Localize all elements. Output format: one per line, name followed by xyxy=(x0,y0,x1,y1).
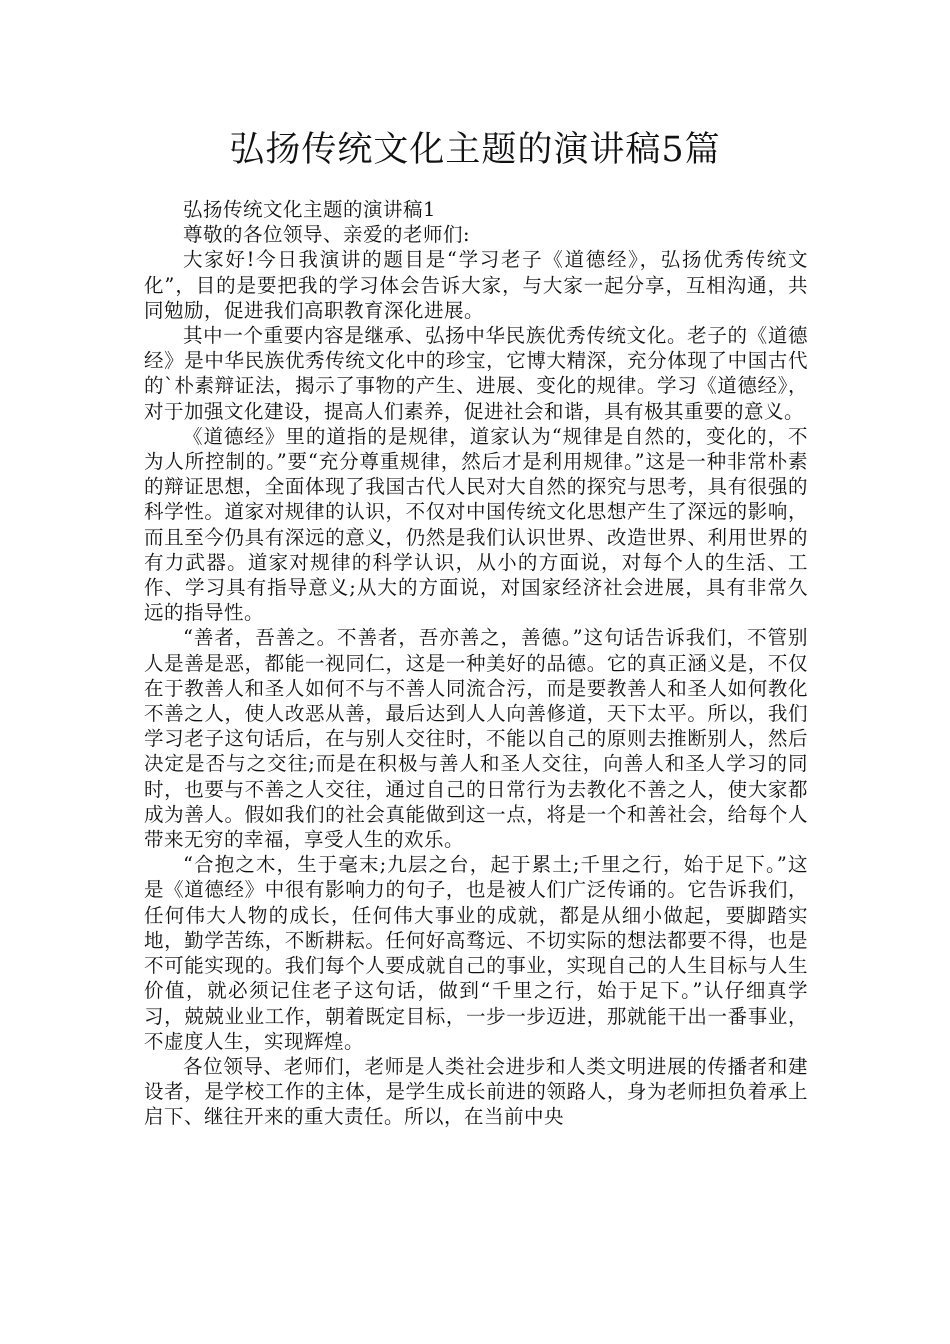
paragraph: 各位领导、老师们，老师是人类社会进步和人类文明进展的传播者和建设者，是学校工作的主体，是学生成长前进的领路人，身为老师担负着承上启下、继往开来的重大责任。所以，在当前中央 xyxy=(144,1054,808,1129)
document-body xyxy=(144,197,808,1130)
document-title: 弘扬传统文化主题的演讲稿5篇 xyxy=(229,130,721,170)
salutation: 尊敬的各位领导、亲爱的老师们: xyxy=(183,223,471,247)
paragraph: 其中一个重要内容是继承、弘扬中华民族优秀传统文化。老子的《道德经》是中华民族优秀传统文化中的珍宝，它博大精深，充分体现了中国古代的`朴素辩证法，揭示了事物的产生、进展、变化的规律。学习《道德经》，对于加强文化建设，提高人们素养，促进社会和谐，具有极其重要的意义。 xyxy=(144,324,808,423)
paragraph: “善者，吾善之。不善者，吾亦善之，善德。”这句话告诉我们，不管别人是善是恶，都能一视同仁，这是一种美好的品德。它的真正涵义是，不仅在于教善人和圣人如何不与不善人同流合污，而是要教善人和圣人如何教化不善之人，使人改恶从善，最后达到人人向善修道，天下太平。所以，我们学习老子这句话后，在与别人交往时，不能以自己的原则去推断别人，然后决定是否与之交往;而是在积极与善人和圣人交往，向善人和圣人学习的同时，也要与不善之人交往，通过自己的日常行为去教化不善之人，使大家都成为善人。假如我们的社会真能做到这一点，将是一个和善社会，给每个人带来无穷的幸福，享受人生的欢乐。 xyxy=(144,626,808,852)
paragraph: 《道德经》里的道指的是规律，道家认为“规律是自然的，变化的，不为人所控制的。”要“充分尊重规律，然后才是利用规律。”这是一种非常朴素的辩证思想，全面体现了我国古代人民对大自然的探究与思考，具有很强的科学性。道家对规律的认识，不仅对中国传统文化思想产生了深远的影响，而且至今仍具有深远的意义，仍然是我们认识世界、改造世界、利用世界的有力武器。道家对规律的科学认识，从小的方面说，对每个人的生活、工作、学习具有指导意义;从大的方面说，对国家经济社会进展，具有非常久远的指导性。 xyxy=(144,424,808,625)
paragraph: 大家好!今日我演讲的题目是“学习老子《道德经》，弘扬优秀传统文化”，目的是要把我的学习体会告诉大家，与大家一起分享，互相沟通，共同勉励，促进我们高职教育深化进展。 xyxy=(144,248,808,322)
section-heading: 弘扬传统文化主题的演讲稿1 xyxy=(183,198,436,221)
paragraph: “合抱之木，生于毫末;九层之台，起于累土;千里之行，始于足下。”这是《道德经》中很有影响力的句子，也是被人们广泛传诵的。它告诉我们，任何伟大人物的成长，任何伟大事业的成就，都是从细小做起，要脚踏实地，勤学苦练，不断耕耘。任何好高骛远、不切实际的想法都要不得，也是不可能实现的。我们每个人要成就自己的事业，实现自己的人生目标与人生价值，就必须记住老子这句话，做到“千里之行，始于足下。”认仔细真学习，兢兢业业工作，朝着既定目标，一步一步迈进，那就能干出一番事业，不虚度人生，实现辉煌。 xyxy=(144,853,808,1053)
